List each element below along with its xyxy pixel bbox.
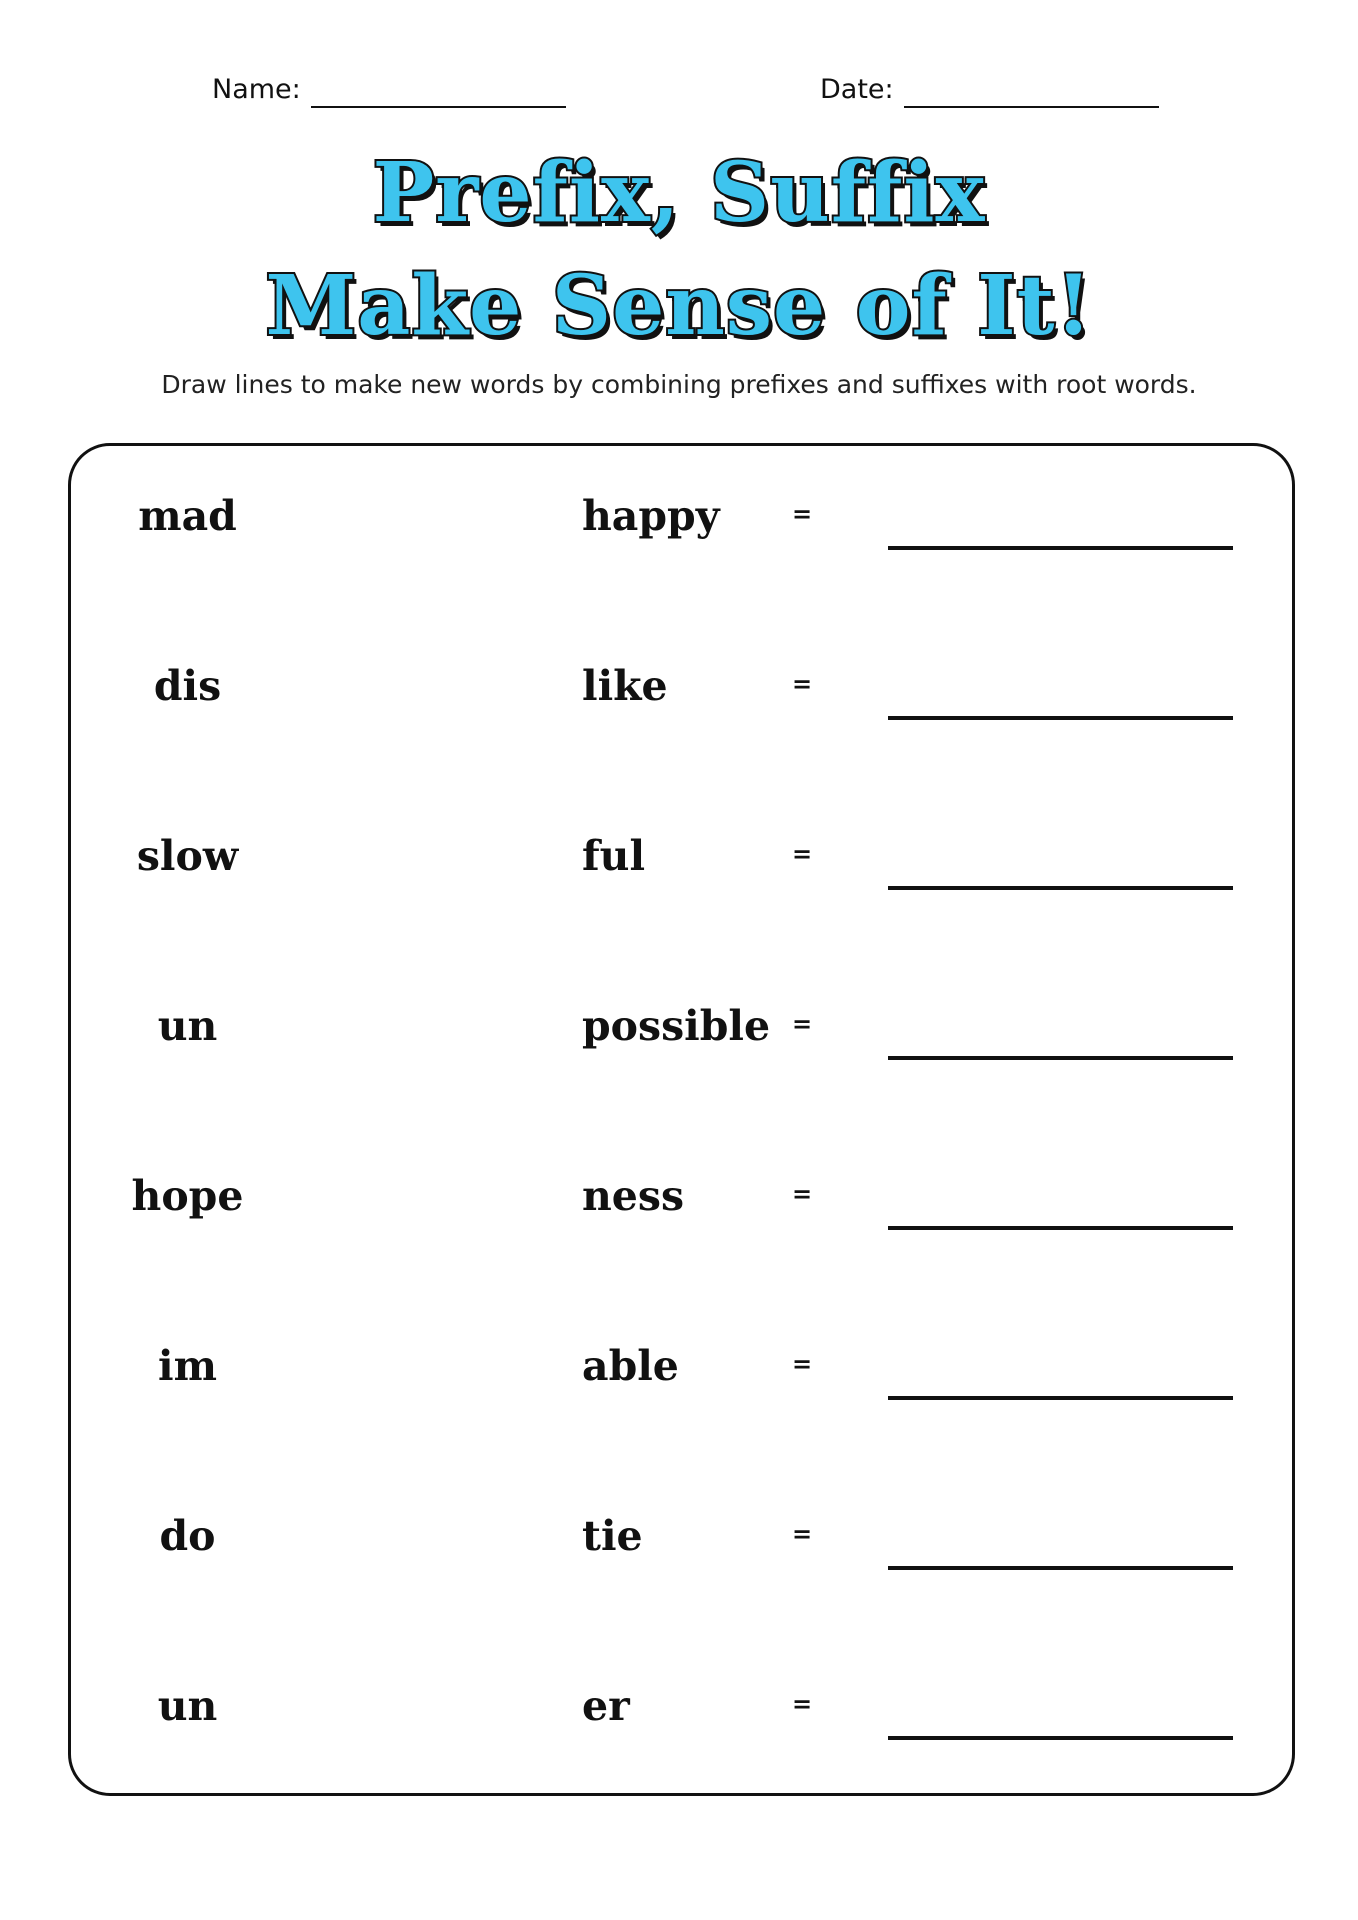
root-or-suffix-word: ness xyxy=(582,1172,685,1220)
equals-sign: = xyxy=(792,1520,813,1548)
exercise-row xyxy=(0,998,1358,1078)
prefix-or-root-word: dis xyxy=(153,662,222,710)
equals-sign: = xyxy=(792,1010,813,1038)
answer-line[interactable] xyxy=(888,1056,1233,1060)
answer-line[interactable] xyxy=(888,1396,1233,1400)
prefix-or-root-word: do xyxy=(159,1512,216,1560)
root-or-suffix-word: like xyxy=(582,662,668,710)
exercise-row xyxy=(0,658,1358,738)
equals-sign: = xyxy=(792,670,813,698)
answer-line[interactable] xyxy=(888,1566,1233,1570)
root-or-suffix-word: er xyxy=(582,1682,630,1730)
root-or-suffix-word: ful xyxy=(582,832,646,880)
worksheet-title-line-1: Prefix, Suffix xyxy=(372,145,986,241)
root-or-suffix-word: able xyxy=(582,1342,679,1390)
equals-sign: = xyxy=(792,500,813,528)
answer-line[interactable] xyxy=(888,886,1233,890)
prefix-or-root-word: hope xyxy=(131,1172,244,1220)
exercise-panel xyxy=(68,443,1295,1796)
prefix-or-root-word: mad xyxy=(138,492,237,540)
answer-line[interactable] xyxy=(888,546,1233,550)
exercise-row xyxy=(0,1168,1358,1248)
equals-sign: = xyxy=(792,1180,813,1208)
date-label: Date: xyxy=(820,74,894,105)
name-blank-line[interactable] xyxy=(311,74,566,108)
exercise-row xyxy=(0,1508,1358,1588)
prefix-or-root-word: un xyxy=(157,1682,218,1730)
worksheet-instructions: Draw lines to make new words by combining prefixes and suffixes with root words. xyxy=(161,370,1197,399)
exercise-row xyxy=(0,1338,1358,1418)
name-label: Name: xyxy=(212,74,301,105)
prefix-or-root-word: slow xyxy=(136,832,239,880)
prefix-or-root-word: un xyxy=(157,1002,218,1050)
exercise-row xyxy=(0,828,1358,908)
root-or-suffix-word: happy xyxy=(582,492,720,540)
equals-sign: = xyxy=(792,840,813,868)
prefix-or-root-word: im xyxy=(158,1342,217,1390)
date-field xyxy=(820,72,1159,108)
worksheet-title-line-2: Make Sense of It! xyxy=(265,258,1093,354)
answer-line[interactable] xyxy=(888,1226,1233,1230)
equals-sign: = xyxy=(792,1350,813,1378)
answer-line[interactable] xyxy=(888,716,1233,720)
root-or-suffix-word: possible xyxy=(582,1002,771,1050)
exercise-row xyxy=(0,1678,1358,1758)
name-field xyxy=(212,72,566,108)
date-blank-line[interactable] xyxy=(904,74,1159,108)
answer-line[interactable] xyxy=(888,1736,1233,1740)
exercise-row xyxy=(0,488,1358,568)
root-or-suffix-word: tie xyxy=(582,1512,643,1560)
equals-sign: = xyxy=(792,1690,813,1718)
